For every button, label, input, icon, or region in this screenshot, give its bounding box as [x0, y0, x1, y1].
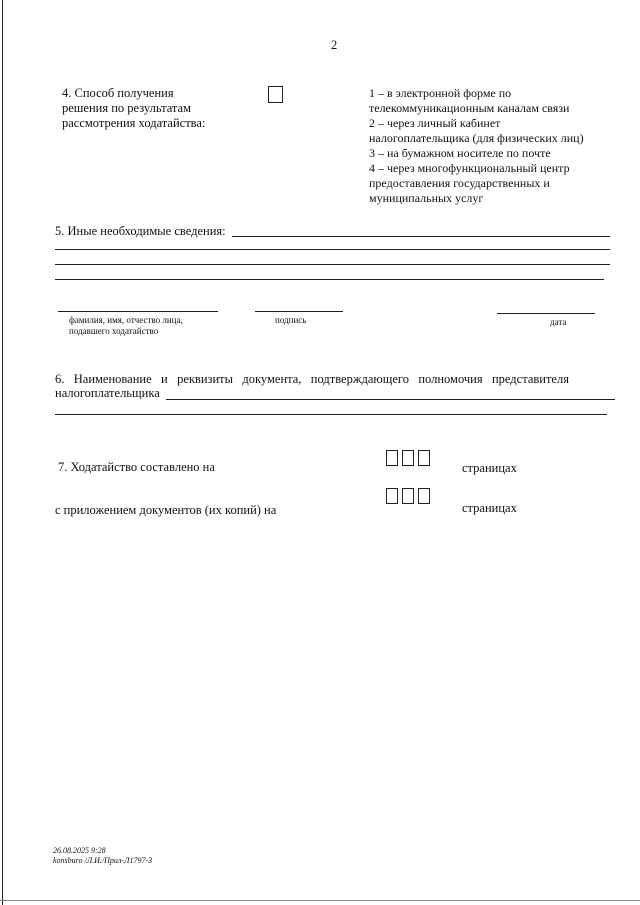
name-caption-line: фамилия, имя, отчество лица,	[69, 315, 183, 325]
other-info-line-1[interactable]	[232, 236, 610, 237]
option-line: 3 – на бумажном носителе по почте	[369, 146, 551, 160]
name-field-line[interactable]	[58, 311, 218, 312]
option-line: телекоммуникационным каналам связи	[369, 101, 570, 115]
signature-caption: подпись	[275, 315, 307, 325]
option-line: предоставления государственных и	[369, 176, 550, 190]
page-count-box-2[interactable]	[402, 450, 414, 466]
representative-doc-line-2[interactable]	[55, 414, 607, 415]
section7-suffix: страницах	[462, 461, 517, 475]
footer-date: 26.08.2025 9:28	[53, 846, 106, 855]
name-caption-line: подавшего ходатайство	[69, 326, 159, 336]
section5-label: 5. Иные необходимые сведения:	[55, 224, 226, 238]
option-line: муниципальных услуг	[369, 191, 484, 205]
scan-edge-left	[2, 0, 3, 905]
signature-field-line[interactable]	[255, 311, 343, 312]
date-field-line[interactable]	[497, 313, 595, 314]
section7-label: 7. Ходатайство составлено на	[58, 460, 215, 474]
footer-ref: konsburo /Л.И./Прил-Л1797-3	[53, 856, 153, 865]
option-line: 4 – через многофункциональный центр	[369, 161, 570, 175]
attachment-count-box-2[interactable]	[402, 488, 414, 504]
section4-options	[369, 86, 584, 206]
section6-line1: 6. Наименование и реквизиты документа, подтверждающего полномочия представителя	[55, 372, 569, 386]
section4-label-line: рассмотрения ходатайства:	[62, 116, 206, 130]
scan-edge-bottom	[0, 900, 640, 901]
section4-label-line: решения по результатам	[62, 101, 191, 115]
section4-label-line: 4. Способ получения	[62, 86, 174, 100]
attachments-label: с приложением документов (их копий) на	[55, 503, 277, 517]
option-line: 2 – через личный кабинет	[369, 116, 501, 130]
section4-label	[62, 86, 205, 131]
footer-stamp	[53, 846, 152, 866]
other-info-line-3[interactable]	[55, 264, 610, 265]
section6-line2: налогоплательщика	[55, 386, 160, 400]
page-number: 2	[331, 38, 338, 52]
page-count-box-1[interactable]	[386, 450, 398, 466]
option-line: налогоплательщика (для физических лиц)	[369, 131, 584, 145]
name-caption	[69, 315, 183, 337]
page-count-box-3[interactable]	[418, 450, 430, 466]
other-info-line-4[interactable]	[55, 279, 604, 280]
attachments-suffix: страницах	[462, 501, 517, 515]
attachment-count-box-3[interactable]	[418, 488, 430, 504]
attachment-count-box-1[interactable]	[386, 488, 398, 504]
representative-doc-line-1[interactable]	[166, 399, 615, 400]
date-caption: дата	[550, 317, 567, 327]
option-line: 1 – в электронной форме по	[369, 86, 512, 100]
delivery-method-code-box[interactable]	[268, 86, 283, 103]
other-info-line-2[interactable]	[55, 249, 610, 250]
